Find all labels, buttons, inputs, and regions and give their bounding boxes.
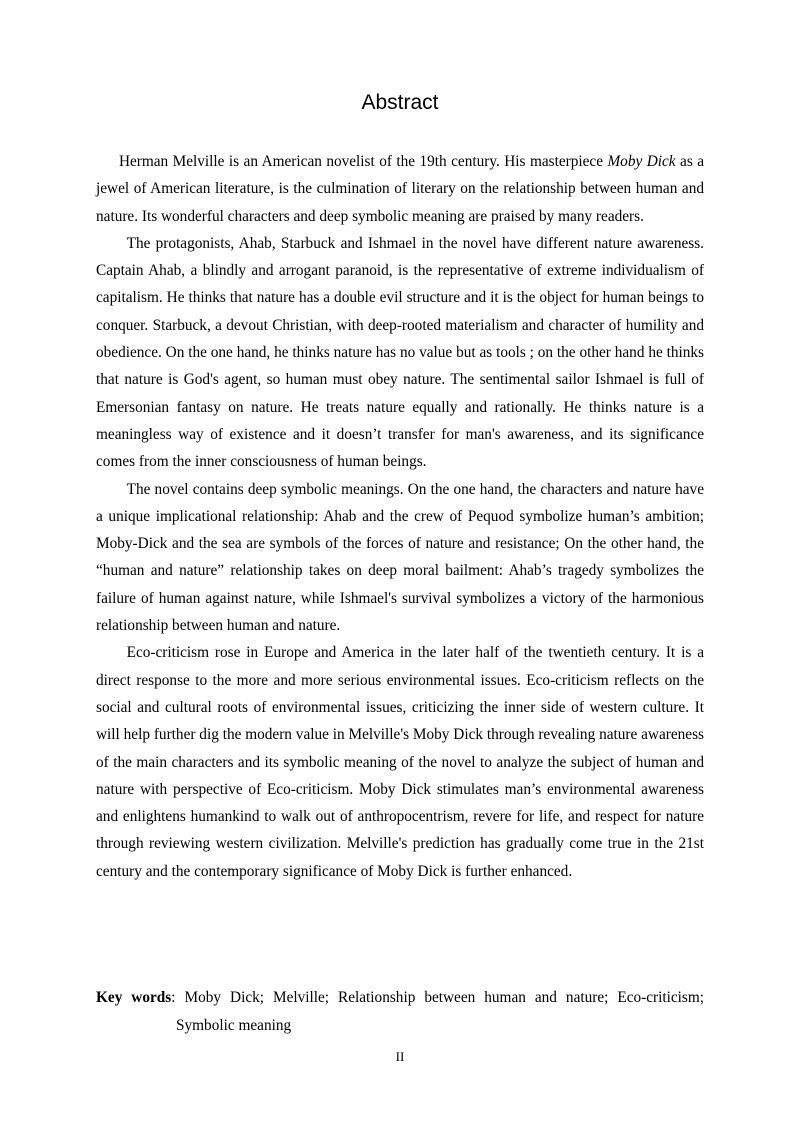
paragraph-1-text-end: as a jewel of American literature, is the culmination of literary on the relationship between human and nature. Its wonderful characters and deep symbolic meaning are praised by many readers. xyxy=(96,153,704,225)
paragraph-1 xyxy=(96,148,704,230)
page-number: II xyxy=(395,1049,405,1064)
keywords-line xyxy=(96,984,704,1040)
keywords-separator: : xyxy=(171,989,185,1006)
abstract-body xyxy=(96,148,704,885)
paragraph-1-text-start: Herman Melville is an American novelist of the 19th century. His masterpiece xyxy=(118,153,608,170)
paragraph-1-italic-title: Moby Dick xyxy=(607,153,676,170)
keywords-value: Moby Dick; Melville; Relationship between human and nature; Eco-criticism; Symbolic meaning xyxy=(176,989,705,1034)
paragraph-3: The novel contains deep symbolic meanings. On the one hand, the characters and nature have a unique implicational relationship: Ahab and the crew of Pequod symbolize human’s ambition; Moby-Dick and the sea are symbols of the forces of nature and resistance; On the other hand, the “human and nature” relationship takes on deep moral bailment: Ahab’s tragedy symbolizes the failure of human against nature, while Ishmael's survival symbolizes a victory of the harmonious relationship between human and nature. xyxy=(96,480,704,635)
page-title: Abstract xyxy=(361,91,439,114)
paragraph-2: The protagonists, Ahab, Starbuck and Ishmael in the novel have different nature awareness. Captain Ahab, a blindly and arrogant paranoid, is the representative of extreme individualism of capitalism. He thinks that nature has a double evil structure and it is the object for human beings to conquer. Starbuck, a devout Christian, with deep-rooted materialism and character of humility and obedience. On the one hand, he thinks nature has no value but as tools ; on the other hand he thinks that nature is God's agent, so human must obey nature. The sentimental sailor Ishmael is full of Emersonian fantasy on nature. He treats nature equally and rationally. He thinks nature is a meaningless way of existence and it doesn’t transfer for man's awareness, and its significance comes from the inner consciousness of human beings. xyxy=(96,234,704,471)
keywords-label: Key words xyxy=(96,989,172,1006)
paragraph-4: Eco-criticism rose in Europe and America in the later half of the twentieth century. It is a direct response to the more and more serious environmental issues. Eco-criticism reflects on the social and cultural roots of environmental issues, criticizing the inner side of western culture. It will help further dig the modern value in Melville's Moby Dick through revealing nature awareness of the main characters and its symbolic meaning of the novel to analyze the subject of human and nature with perspective of Eco-criticism. Moby Dick stimulates man’s environmental awareness and enlightens humankind to walk out of anthropocentrism, revere for life, and respect for nature through reviewing western civilization. Melville's prediction has gradually come true in the 21st century and the contemporary significance of Moby Dick is further enhanced. xyxy=(96,644,704,880)
